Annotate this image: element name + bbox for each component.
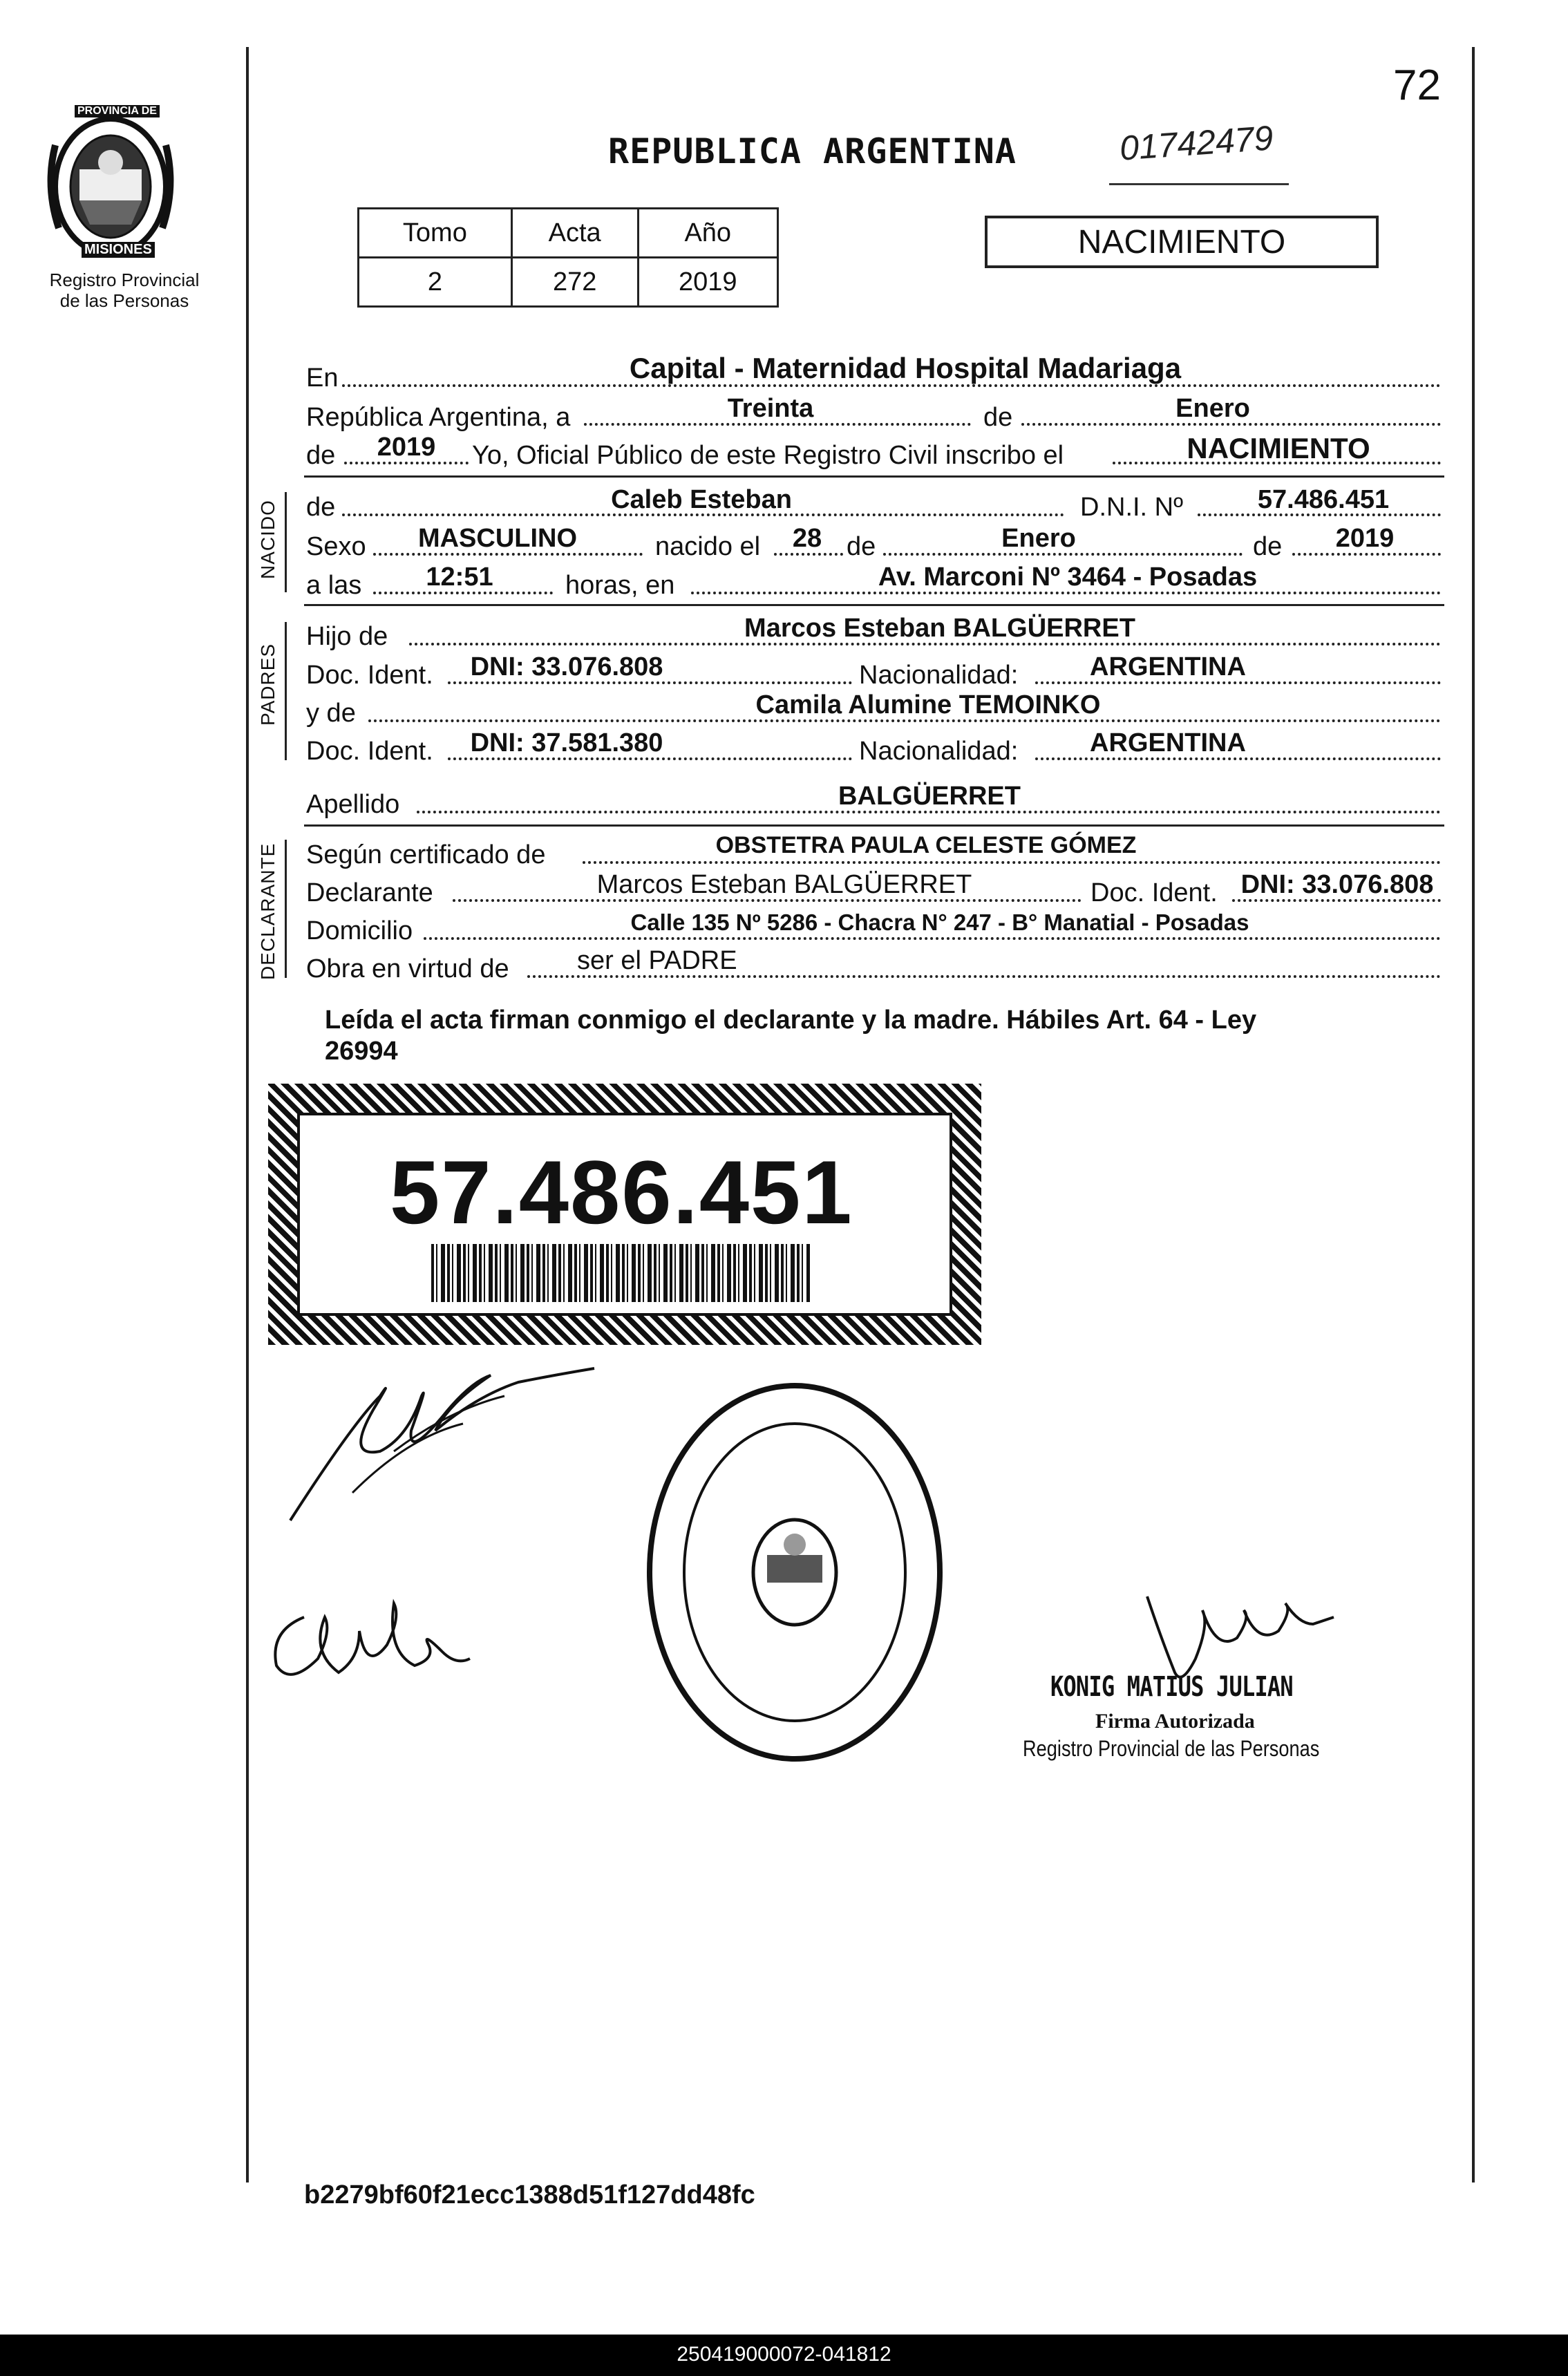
label-mother-doc: Doc. Ident. <box>306 737 433 766</box>
child-birth-time: 12:51 <box>426 563 493 592</box>
volume-table <box>357 207 779 308</box>
label-birth-de-year: de <box>1253 532 1283 561</box>
official-stamp <box>643 1379 947 1766</box>
label-sexo: Sexo <box>306 532 366 561</box>
dots-father-doc <box>448 681 852 684</box>
child-birth-place: Av. Marconi Nº 3464 - Posadas <box>878 563 1258 592</box>
seal-text-bottom: MISIONES <box>82 242 155 258</box>
id-number-box <box>268 1084 981 1345</box>
label-de-month: de <box>983 403 1013 432</box>
dots-declarante-doc <box>1232 899 1441 902</box>
anio-header: Año <box>638 209 777 258</box>
place-year: 2019 <box>377 433 436 462</box>
dots-day <box>584 423 971 426</box>
label-officer: Yo, Oficial Público de este Registro Civil inscribo el <box>472 441 1064 470</box>
dots-month <box>1021 423 1441 426</box>
separator-3 <box>304 824 1444 827</box>
label-father-nat: Nacionalidad: <box>859 661 1019 690</box>
domicilio-value: Calle 135 Nº 5286 - Chacra N° 247 - B° Manatial - Posadas <box>630 909 1249 935</box>
section-nacido: NACIDO <box>257 500 278 579</box>
father-name: Marcos Esteban BALGÜERRET <box>744 614 1135 643</box>
dots-cert <box>583 861 1441 864</box>
dots-mother <box>368 719 1441 722</box>
dots-obra <box>527 975 1441 978</box>
place-value: Capital - Maternidad Hospital Madariaga <box>629 352 1182 384</box>
label-mother-nat: Nacionalidad: <box>859 737 1019 766</box>
place-month: Enero <box>1175 394 1250 423</box>
dots-apellido <box>417 811 1441 813</box>
child-birth-year: 2019 <box>1335 524 1395 553</box>
page-number: 72 <box>1393 62 1441 109</box>
child-dni: 57.486.451 <box>1257 485 1390 514</box>
separator-1 <box>304 475 1444 478</box>
dots-father-nat <box>1035 681 1441 684</box>
dots-sexo <box>373 553 643 556</box>
section-padres: PADRES <box>257 643 278 726</box>
label-declarante-doc: Doc. Ident. <box>1090 878 1218 907</box>
declarante-signature-icon <box>270 1355 615 1534</box>
dots-en <box>342 384 1441 387</box>
label-de-year: de <box>306 441 336 470</box>
label-a-las: a las <box>306 571 362 600</box>
label-hijo-de: Hijo de <box>306 622 388 651</box>
label-en: En <box>306 364 339 393</box>
mother-name: Camila Alumine TEMOINKO <box>755 690 1101 719</box>
cert-value: OBSTETRA PAULA CELESTE GÓMEZ <box>715 832 1137 858</box>
left-border-line <box>246 47 249 2182</box>
footer-code: 250419000072-041812 <box>677 2343 891 2366</box>
obra-value: ser el PADRE <box>577 946 737 975</box>
right-border-line <box>1472 47 1475 2182</box>
label-domicilio: Domicilio <box>306 916 413 945</box>
dots-birth-day <box>774 553 843 556</box>
father-nationality: ARGENTINA <box>1090 652 1246 681</box>
label-birth-de: de <box>847 532 876 561</box>
seal-text-top: PROVINCIA DE <box>75 105 160 117</box>
anio-value: 2019 <box>638 258 777 307</box>
official-role: Firma Autorizada <box>1095 1710 1255 1733</box>
record-type-box <box>985 216 1379 268</box>
label-horas: horas, en <box>565 571 675 600</box>
dots-birth-month <box>883 553 1243 556</box>
label-certificado: Según certificado de <box>306 840 546 869</box>
closing-line2: 26994 <box>325 1037 398 1066</box>
child-birth-month: Enero <box>1001 524 1076 553</box>
tomo-value: 2 <box>359 258 512 307</box>
label-father-doc: Doc. Ident. <box>306 661 433 690</box>
id-number: 57.486.451 <box>390 1142 853 1243</box>
mother-signature-icon <box>263 1590 484 1693</box>
official-name: KONIG MATIUS JULIAN <box>1050 1671 1293 1703</box>
label-obra: Obra en virtud de <box>306 954 509 983</box>
closing-line1: Leída el acta firman conmigo el declarante y la madre. Hábiles Art. 64 - Ley <box>325 1006 1257 1035</box>
document-hash: b2279bf60f21ecc1388d51f127dd48fc <box>304 2180 755 2209</box>
child-birth-day: 28 <box>792 524 822 553</box>
label-dni: D.N.I. Nº <box>1080 493 1183 522</box>
father-doc: DNI: 33.076.808 <box>470 652 663 681</box>
place-act: NACIMIENTO <box>1187 432 1370 464</box>
acta-header: Acta <box>511 209 638 258</box>
child-sexo: MASCULINO <box>417 524 578 553</box>
label-y-de: y de <box>306 699 356 728</box>
separator-2 <box>304 604 1444 606</box>
place-day: Treinta <box>727 394 814 423</box>
declarante-side-line <box>285 840 287 978</box>
dots-time <box>373 592 553 594</box>
apellido-value: BALGÜERRET <box>838 782 1021 811</box>
dots-birth-place <box>691 592 1441 594</box>
section-declarante: DECLARANTE <box>257 842 278 980</box>
province-seal-icon <box>41 104 180 263</box>
declarante-name: Marcos Esteban BALGÜERRET <box>596 870 972 899</box>
serial-underline <box>1109 183 1289 185</box>
dots-father <box>409 643 1441 645</box>
label-nacido-de: de <box>306 493 336 522</box>
dots-mother-doc <box>448 757 852 760</box>
registry-name-line1: Registro Provincial <box>49 270 200 290</box>
dots-declarante <box>453 899 1081 902</box>
padres-side-line <box>285 622 287 760</box>
label-declarante: Declarante <box>306 878 433 907</box>
official-office: Registro Provincial de las Personas <box>1023 1736 1320 1761</box>
acta-value: 272 <box>511 258 638 307</box>
country-title: REPUBLICA ARGENTINA <box>608 131 1017 171</box>
declarante-doc: DNI: 33.076.808 <box>1240 870 1434 899</box>
dots-mother-nat <box>1035 757 1441 760</box>
label-apellido: Apellido <box>306 790 400 819</box>
child-name: Caleb Esteban <box>611 485 792 514</box>
label-republica: República Argentina, a <box>306 403 571 432</box>
dots-domicilio <box>424 937 1441 940</box>
label-nacido-el: nacido el <box>655 532 761 561</box>
dots-birth-year <box>1292 553 1441 556</box>
tomo-header: Tomo <box>359 209 512 258</box>
barcode-icon <box>431 1244 810 1302</box>
mother-nationality: ARGENTINA <box>1090 728 1246 757</box>
registry-name-line2: de las Personas <box>59 290 189 311</box>
dots-year <box>344 462 469 464</box>
nacido-side-line <box>285 492 287 592</box>
serial-number: 01742479 <box>1118 118 1275 168</box>
record-type: NACIMIENTO <box>1077 224 1286 261</box>
footer-bar <box>0 2335 1568 2376</box>
mother-doc: DNI: 37.581.380 <box>470 728 663 757</box>
